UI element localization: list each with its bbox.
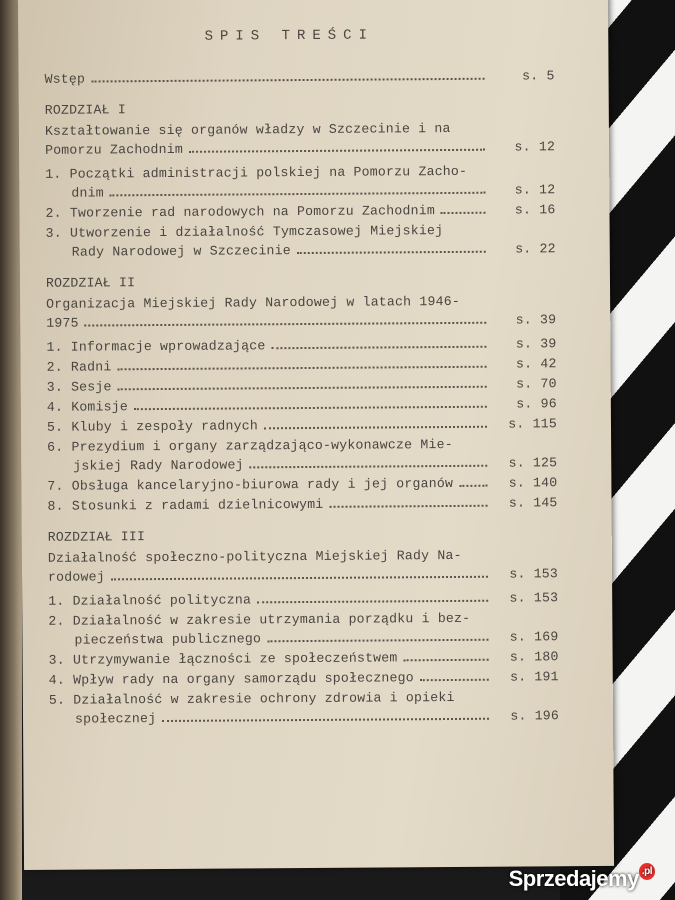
entry-line-text: Pomorzu Zachodnim: [44, 141, 184, 158]
entry-line-text: 5. Kluby i zespoły radnych: [46, 418, 258, 435]
entry-text: [45, 119, 491, 160]
entry-line-text: 8. Stosunki z radami dzielnicowymi: [47, 496, 324, 514]
book-page: [18, 0, 614, 870]
watermark-suffix: .pl: [639, 863, 655, 880]
entry-line: [49, 648, 495, 670]
entry-line-text: 2. Radni: [46, 359, 112, 375]
toc-entry: [49, 647, 559, 670]
entry-line-text: 3. Utrzymywanie łączności ze społeczeństwem: [48, 650, 398, 668]
entry-text: [45, 201, 491, 223]
dot-leader: [459, 474, 487, 487]
page-number: s. 125: [508, 455, 558, 471]
chapter-heading: ROZDZIAŁ II: [45, 275, 136, 291]
entry-line: [49, 668, 495, 690]
dot-leader: [110, 181, 486, 197]
dot-leader: [403, 648, 488, 662]
toc-entry: [48, 608, 558, 650]
page-number: s. 153: [509, 590, 559, 606]
entry-text: [48, 609, 494, 650]
entry-line: [46, 311, 492, 333]
toc-entry: [45, 161, 555, 203]
entry-line-text: pieczeństwa publicznego: [74, 631, 262, 648]
entry-text: [45, 162, 491, 203]
page-number: s. 191: [509, 669, 559, 685]
page-number: s. 39: [515, 336, 557, 352]
page-number: s. 22: [515, 241, 556, 257]
entry-line: [47, 494, 493, 516]
toc-entry: [47, 473, 557, 496]
page-number: s. 153: [509, 566, 559, 582]
entry-line: [47, 454, 493, 476]
page-number: s. 180: [509, 649, 559, 665]
chapter-section: [45, 97, 556, 262]
entry-line: [45, 201, 491, 223]
toc-entry: [46, 220, 556, 262]
entry-line: [45, 138, 491, 160]
toc-entry: [44, 66, 554, 89]
entry-line-text: rodowej: [47, 569, 105, 585]
page-number: s. 196: [510, 708, 560, 724]
toc-entry: [48, 545, 558, 587]
entry-line-text: Organizacja Miejskiej Rady Narodowej w latach 1946-: [46, 293, 460, 312]
entry-line-text: 1. Działalność polityczna: [48, 592, 252, 609]
dot-leader: [267, 628, 488, 643]
entry-line-text: jskiej Rady Narodowej: [73, 457, 244, 474]
dot-leader: [111, 565, 488, 581]
page-number: s. 115: [508, 416, 558, 432]
watermark-logo: [509, 866, 655, 892]
toc-entry: [45, 200, 555, 223]
page-number: s. 12: [514, 182, 556, 198]
dot-leader: [91, 67, 485, 83]
toc-entry: [47, 493, 557, 516]
toc-entry: [46, 291, 556, 333]
entry-line-text: społecznej: [74, 711, 157, 727]
entry-line-text: Rady Narodowej w Szczecinie: [71, 243, 291, 260]
dot-leader: [271, 335, 486, 350]
entry-text: [47, 375, 493, 397]
entry-text: [48, 589, 494, 611]
chapter-heading: ROZDZIAŁ III: [47, 529, 146, 545]
entry-text: [46, 355, 492, 377]
entry-line: [47, 474, 493, 496]
page-number: s. 39: [515, 312, 557, 328]
page-number: s. 5: [522, 68, 555, 84]
page-number: s. 96: [516, 396, 557, 412]
dot-leader: [329, 494, 487, 508]
toc-entry: [47, 374, 557, 397]
entry-line: [49, 707, 495, 729]
entry-text: [47, 395, 493, 417]
entry-line-text: Wstęp: [44, 71, 86, 87]
toc-entry: [48, 588, 558, 611]
entry-line-text: Działalność społeczno-polityczna Miejskiej Rady Na-: [47, 547, 462, 566]
entry-line-text: 3. Sesje: [46, 379, 112, 395]
toc-entry: [49, 687, 559, 729]
entry-line-text: 1. Początki administracji polskiej na Pomorzu Zacho-: [45, 163, 468, 182]
page-number: s. 42: [515, 356, 557, 372]
entry-line: [47, 395, 493, 417]
dot-leader: [85, 311, 487, 327]
dot-leader: [297, 240, 486, 254]
entry-text: [49, 668, 495, 690]
entry-line: [46, 335, 492, 357]
dot-leader: [117, 355, 486, 371]
watermark-text: Sprzedajemy: [508, 866, 639, 891]
dot-leader: [189, 138, 485, 153]
toc-entry: [46, 354, 556, 377]
chapter-section: [48, 524, 559, 729]
entry-line: [47, 375, 493, 397]
entry-text: [47, 415, 493, 437]
chapter-heading: ROZDZIAŁ I: [44, 102, 126, 118]
table-of-contents: [44, 26, 559, 739]
entry-line: [48, 589, 494, 611]
entry-line-text: 5. Działalność w zakresie ochrony zdrowia i opieki: [48, 689, 455, 708]
entry-line: [46, 240, 492, 262]
entry-line: [47, 415, 493, 437]
entry-line-text: 7. Obsługa kancelaryjno-biurowa rady i jej organów: [47, 475, 454, 494]
dot-leader: [257, 589, 488, 604]
entry-text: [46, 221, 492, 262]
entry-line-text: 4. Wpływ rady na organy samorządu społecznego: [48, 670, 414, 688]
toc-entry: [47, 414, 557, 437]
page-number: s. 140: [508, 475, 558, 491]
entry-text: [46, 335, 492, 357]
toc-entry: [47, 394, 557, 417]
entry-line-text: Kształtowanie się organów władzy w Szczecinie i na: [44, 120, 451, 139]
page-number: s. 12: [514, 139, 556, 155]
page-number: s. 70: [516, 376, 557, 392]
entry-text: [48, 546, 494, 587]
entry-line: [45, 181, 491, 203]
toc-entry: [49, 667, 559, 690]
page-number: s. 16: [514, 202, 556, 218]
entry-line-text: 4. Komisje: [46, 399, 129, 415]
chapter-section: [46, 270, 558, 516]
entry-line: [44, 67, 490, 89]
entry-line-text: 1. Informacje wprowadzające: [46, 338, 266, 355]
page-number: s. 169: [509, 629, 559, 645]
entry-line-text: dnim: [71, 185, 104, 201]
entry-text: [49, 648, 495, 670]
entry-text: [49, 688, 495, 729]
entry-text: [47, 474, 493, 496]
entry-text: [47, 435, 493, 476]
entry-line-text: 1975: [46, 315, 79, 331]
toc-entry: [47, 434, 557, 476]
entry-line-text: 3. Utworzenie i działalność Tymczasowej Miejskiej: [45, 223, 444, 241]
dot-leader: [162, 707, 489, 722]
entry-line-text: 6. Prezydium i organy zarządzająco-wykonawcze Mie-: [47, 436, 453, 455]
dot-leader: [250, 454, 488, 469]
entry-line: [46, 355, 492, 377]
dot-leader: [264, 415, 487, 430]
dot-leader: [420, 668, 489, 681]
entry-line-text: 2. Tworzenie rad narodowych na Pomorzu Zachodnim: [45, 203, 436, 221]
entry-text: [44, 67, 490, 89]
entry-line: [48, 565, 494, 587]
entry-text: [47, 494, 493, 516]
page-number: s. 145: [508, 495, 558, 511]
entry-line-text: 2. Działalność w zakresie utrzymania porządku i bez-: [48, 610, 471, 629]
page-title: SPIS TREŚCI: [204, 27, 375, 45]
dot-leader: [134, 395, 487, 410]
dot-leader: [118, 375, 487, 391]
toc-entry: [46, 334, 556, 357]
entry-text: [46, 292, 492, 333]
toc-entry: [45, 118, 555, 160]
entry-line: [48, 628, 494, 650]
dot-leader: [441, 201, 486, 214]
